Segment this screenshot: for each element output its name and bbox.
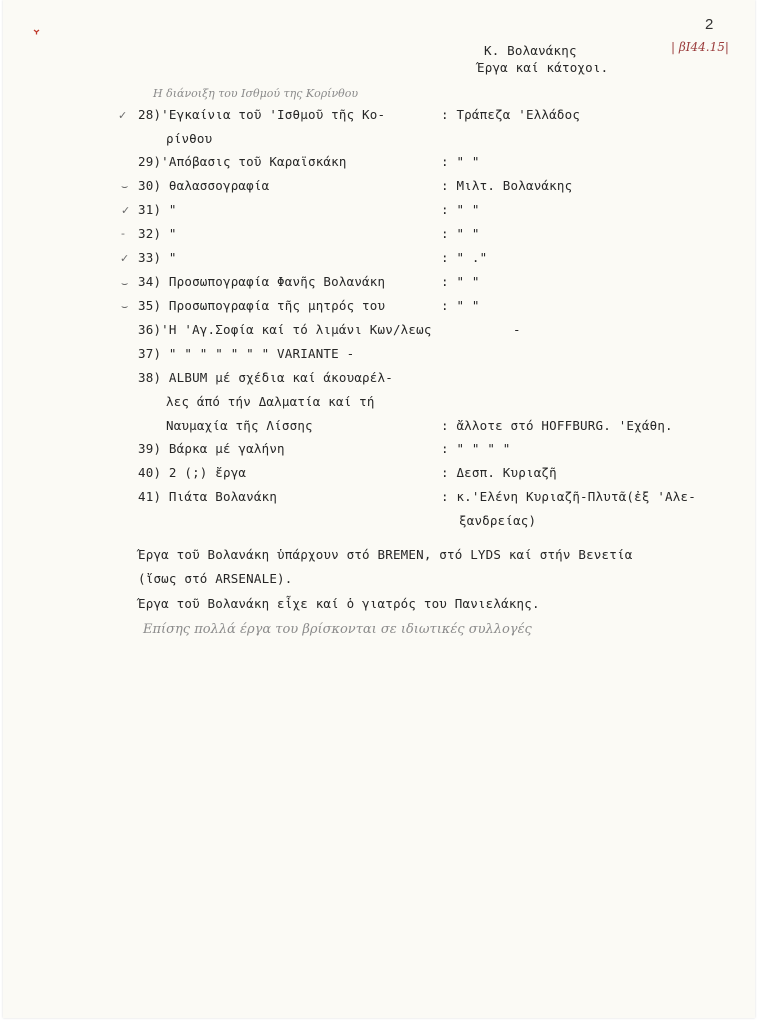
entry-owner: : " " <box>441 298 480 313</box>
entry-label: 29)'Απόβασις τοῦ Καραϊσκάκη <box>138 154 347 169</box>
check-mark: ✓ <box>120 252 130 265</box>
check-mark: ⌣ <box>121 277 129 290</box>
check-mark: ⌣ <box>121 300 129 313</box>
entry-label: 37) " " " " " " " VARIANTE - <box>138 346 355 361</box>
entry-label: 35) Προσωπογραφία τῆς μητρός του <box>138 298 386 313</box>
entry-owner: : " ." <box>441 250 488 265</box>
entry-owner: : " " <box>441 226 480 241</box>
entry-label: 40) 2 (;) ἔργα <box>138 465 247 480</box>
entry-label: 30) θαλασσογραφία <box>138 178 270 193</box>
note-line: (ἴσως στό ARSENALE). <box>138 571 293 586</box>
entry-owner: : Μιλτ. Βολανάκης <box>441 178 573 193</box>
entry-owner: : Τράπεζα 'Ελλάδος <box>441 107 581 122</box>
check-mark: ✓ <box>121 204 131 217</box>
page-number: 2 <box>705 16 714 33</box>
entry-owner: : " " " " <box>441 441 511 456</box>
check-mark: ⌣ <box>121 180 129 193</box>
entry-owner: - <box>513 322 521 337</box>
note-line: Έργα τοῦ Βολανάκη ὑπάρχουν στό BREMEN, στό LYDS καί στήν Βενετία <box>138 547 633 562</box>
document-page <box>3 0 755 1018</box>
note-line: Έργα τοῦ Βολανάκη εἶχε καί ὁ γιατρός του Πανιελάκης. <box>138 596 540 611</box>
entry-owner: : " " <box>441 154 480 169</box>
entry-owner: : ἄλλοτε στό HOFFBURG. 'Εχάθη. <box>441 418 673 433</box>
entry-label: 39) Βάρκα μέ γαλήνη <box>138 441 285 456</box>
red-pencil-mark <box>33 29 40 35</box>
entry-owner: : Δεσπ. Κυριαζῆ <box>441 465 557 480</box>
handwritten-note-bottom: Επίσης πολλά έργα του βρίσκονται σε ιδιωτικές συλλογές <box>143 622 532 637</box>
entry-owner: : " " <box>441 202 480 217</box>
entry-label: 32) " <box>138 226 177 241</box>
entry-owner: : " " <box>441 274 480 289</box>
header-subtitle: Έργα καί κάτοχοι. <box>477 60 609 75</box>
archive-reference: | βΙ44.15| <box>671 40 729 54</box>
check-mark: - <box>121 227 125 240</box>
entry-label: 28)'Εγκαίνια τοῦ 'Ισθμοῦ τῆς Κο- <box>138 107 386 122</box>
entry-owner: : κ.'Ελένη Κυριαζῆ-Πλυτᾶ(ἐξ 'Αλε- <box>441 489 696 504</box>
entry-label: 31) " <box>138 202 177 217</box>
entry-label: λες άπό τήν Δαλματία καί τή <box>166 394 375 409</box>
entry-label: ρίνθου <box>166 131 213 146</box>
header-author: Κ. Βολανάκης <box>484 43 577 58</box>
handwritten-note-top: Η διάνοιξη του Ισθμού της Κορίνθου <box>153 87 359 100</box>
entry-owner: ξανδρείας) <box>459 513 537 528</box>
entry-label: Ναυμαχία τῆς Λίσσης <box>166 418 313 433</box>
entry-label: 36)'Η 'Αγ.Σοφία καί τό λιμάνι Κων/λεως <box>138 322 432 337</box>
check-mark: ✓ <box>118 109 128 122</box>
entry-label: 38) ALBUM μέ σχέδια καί άκουαρέλ- <box>138 370 393 385</box>
entry-label: 34) Προσωπογραφία Φανῆς Βολανάκη <box>138 274 386 289</box>
entry-label: 41) Πιάτα Βολανάκη <box>138 489 278 504</box>
entry-label: 33) " <box>138 250 177 265</box>
